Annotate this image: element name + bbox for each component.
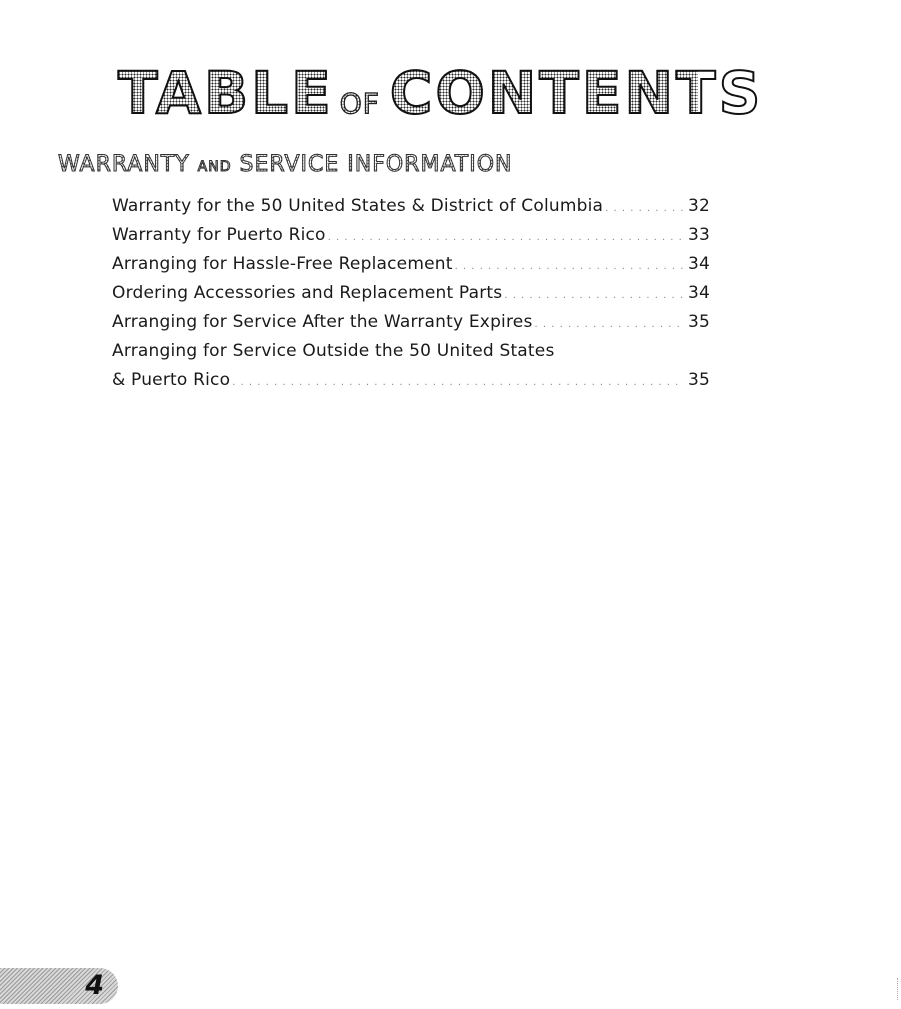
toc-entry-warranty-puerto-rico[interactable] <box>112 221 710 250</box>
toc-entry-page: 35 <box>687 312 710 332</box>
page-number-tab <box>0 968 118 1004</box>
section-heading-part3: SERVICE INFORMATION <box>239 152 513 177</box>
toc-entry-ordering-accessories[interactable] <box>112 279 710 308</box>
section-heading-part1: WARRANTY <box>58 152 190 177</box>
title-word-contents: CONTENTS <box>389 59 764 127</box>
toc-entry-page: 32 <box>687 196 710 216</box>
toc-entry-label: Arranging for Hassle-Free Replacement <box>112 254 453 274</box>
toc-entry-label: Warranty for the 50 United States & District of Columbia <box>112 196 604 216</box>
dot-leader <box>504 281 684 310</box>
toc-entry-label: Ordering Accessories and Replacement Parts <box>112 283 503 303</box>
dot-leader <box>605 194 684 223</box>
toc-list <box>112 192 710 395</box>
toc-entry-service-outside-us[interactable] <box>112 337 710 366</box>
dot-leader <box>232 368 684 397</box>
toc-entry-page: 34 <box>687 254 710 274</box>
dot-leader <box>535 310 684 339</box>
page-edge-mark <box>897 978 899 1000</box>
page-title <box>118 58 764 139</box>
toc-entry-label: Arranging for Service After the Warranty Expires <box>112 312 533 332</box>
title-word-of: OF <box>339 87 380 120</box>
toc-entry-label: Arranging for Service Outside the 50 United States <box>112 341 555 361</box>
dot-leader <box>455 252 684 281</box>
toc-entry-page: 34 <box>687 283 710 303</box>
toc-entry-label: & Puerto Rico <box>112 370 231 390</box>
toc-entry-page: 33 <box>687 225 710 245</box>
toc-entry-service-after-warranty[interactable] <box>112 308 710 337</box>
toc-entry-hassle-free-replacement[interactable] <box>112 250 710 279</box>
toc-entry-warranty-us[interactable] <box>112 192 710 221</box>
title-word-table: TABLE <box>118 59 334 127</box>
section-heading <box>58 150 512 182</box>
dot-leader <box>328 223 684 252</box>
toc-entry-label: Warranty for Puerto Rico <box>112 225 326 245</box>
toc-entry-service-outside-us-cont[interactable] <box>112 366 710 395</box>
section-heading-part2: AND <box>197 159 232 175</box>
toc-entry-page: 35 <box>687 370 710 390</box>
page-number: 4 <box>85 970 104 1001</box>
